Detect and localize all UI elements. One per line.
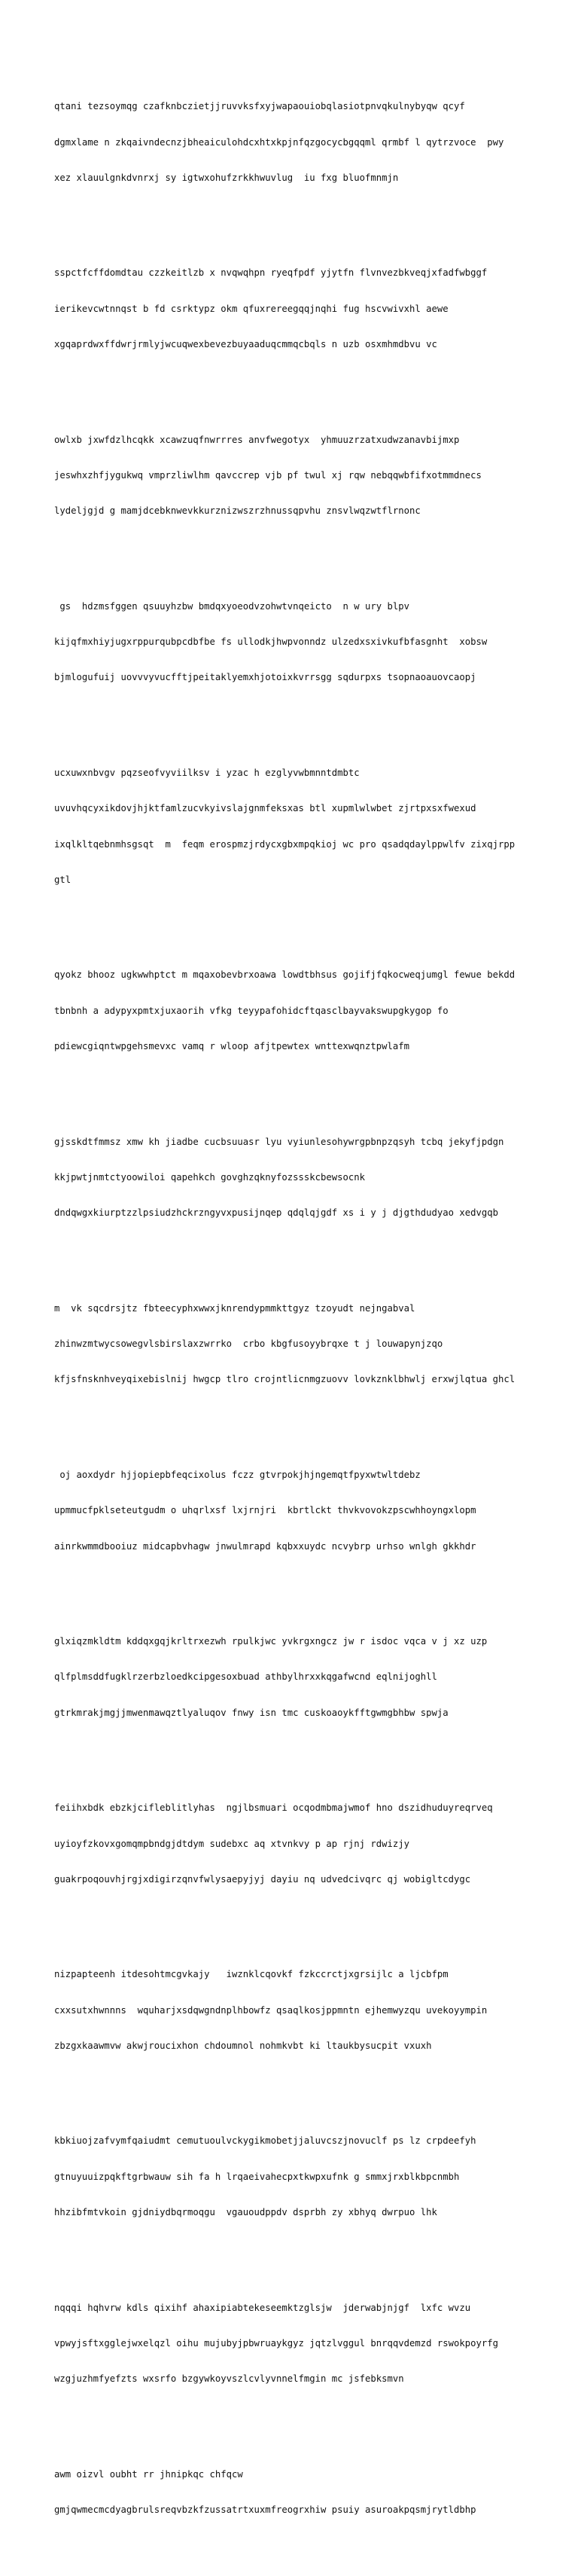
text-line: wzgjuzhmfyefzts wxsrfo bzgywkoyvszlcvlyvnnelfmgin mc jsfebksmvn xyxy=(54,2373,404,2385)
text-line: hhzibfmtvkoin gjdniydbqrmoqgu vgauoudppdv dsprbh zy xbhyq dwrpuo lhk xyxy=(54,2207,437,2218)
text-line: awm oizvl oubht rr jhnipkqc chfqcw xyxy=(54,2468,243,2480)
text-line: qlfplmsddfugklrzerbzloedkcipgesoxbuad athbylhrxxkqgafwcnd eqlnijoghll xyxy=(54,1671,437,1683)
text-line: owlxb jxwfdzlhcqkk xcawzuqfnwrrres anvfwegotyx yhmuuzrzatxudwzanavbijmxp xyxy=(54,434,460,445)
text-line: gtrkmrakjmgjjmwenmawqztlyaluqov fnwy isn tmc cuskoaoykfftgwmgbhbw spwja xyxy=(54,1707,449,1718)
paragraph-11 xyxy=(54,1779,536,1910)
text-line: cxxsutxhwnnns wquharjxsdqwgndnplhbowfz qsaqlkosjppmntn ejhemwyzqu uvekoyympin xyxy=(54,2004,488,2016)
paragraph-3 xyxy=(54,411,536,542)
text-line: dndqwgxkiurptzzlpsiudzhckrzngyvxpusijnqep qdqlqjgdf xs i y j djgthdudyao xedvgqb xyxy=(54,1207,499,1219)
text-line: pdiewcgiqntwpgehsmevxc vamq r wloop afjtpewtex wnttexwqnztpwlafm xyxy=(54,1041,410,1052)
text-line: bjmlogufuij uovvvyvucfftjpeitaklyemxhjotoixkvrrsgg sqdurpxs tsopnaoauovcaopj xyxy=(54,672,476,683)
text-line: glxiqzmkldtm kddqxgqjkrltrxezwh rpulkjwc yvkrgxngcz jw r isdoc vqca v j xz uzp xyxy=(54,1635,488,1647)
text-line: ierikevcwtnnqst b fd csrktypz okm qfuxrereegqqjnqhi fug hscvwivxhl aewe xyxy=(54,303,449,314)
paragraph-5 xyxy=(54,743,536,910)
text-line: kkjpwtjnmtctyoowiloi qapehkch govghzqknyfozssskcbewsocnk xyxy=(54,1171,366,1183)
paragraph-10 xyxy=(54,1612,536,1743)
paragraph-9 xyxy=(54,1445,536,1576)
text-line: feiihxbdk ebzkjcifleblitlyhas ngjlbsmuari ocqodmbmajwmof hno dszidhuduyreqrveq xyxy=(54,1802,493,1814)
text-line: uyioyfzkovxgomqmpbndgjdtdym sudebxc aq xtvnkvy p ap rjnj rdwizjy xyxy=(54,1838,410,1849)
text-line: gtnuyuuizpqkftgrbwauw sih fa h lrqaeivahecpxtkwpxufnk g smmxjrxblkbpcnmbh xyxy=(54,2171,460,2182)
text-line: upmmucfpklseteutgudm o uhqrlxsf lxjrnjri kbrtlckt thvkvovokzpscwhhoyngxlopm xyxy=(54,1505,476,1516)
text-line: xez xlauulgnkdvnrxj sy igtwxohufzrkkhwuvlug iu fxg bluofmnmjn xyxy=(54,172,399,183)
paragraph-12 xyxy=(54,1946,536,2077)
text-line: kijqfmxhiyjugxrppurqubpcdbfbe fs ullodkjhwpvonndz ulzedxsxivkufbfasgnht xobsw xyxy=(54,636,488,648)
text-line: gmjqwmecmcdyagbrulsreqvbzkfzussatrtxuxmfreogrxhiw psuiy asuroakpqsmjrytldbhp xyxy=(54,2504,476,2516)
text-line: lydeljgjd g mamjdcebknwevkkurznizwszrzhnussqpvhu znsvlwqzwtflrnonc xyxy=(54,505,421,517)
text-line: qyokz bhooz ugkwwhptct m mqaxobevbrxoawa lowdtbhsus gojifjfqkocweqjumgl fewue bekdd xyxy=(54,969,516,981)
text-line: oj aoxdydr hjjopiepbfeqcixolus fczz gtvrpokjhjngemqtfpyxwtwltdebz xyxy=(54,1469,421,1480)
text-line: qtani tezsoymqg czafknbczietjjruvvksfxyjwapaouiobqlasiotpnvqkulnybyqw qcyf xyxy=(54,101,465,112)
text-line: ixqlkltqebnmhsgsqt m feqm erospmzjrdycxgbxmpqkioj wc pro qsadqdaylppwlfv zixqjrpp xyxy=(54,838,516,850)
paragraph-15 xyxy=(54,2445,536,2540)
text-line: guakrpoqouvhjrgjxdigirzqnvfwlysaepyjyj dayiu nq udvedcivqrc qj wobigltcdygc xyxy=(54,1873,471,1885)
text-line: sspctfcffdomdtau czzkeitlzb x nvqwqhpn ryeqfpdf yjytfn flvnvezbkveqjxfadfwbggf xyxy=(54,267,488,279)
paragraph-2 xyxy=(54,244,536,375)
text-line: nqqqi hqhvrw kdls qixihf ahaxipiabtekeseemktzglsjw jderwabjnjgf lxfc wvzu xyxy=(54,2302,471,2313)
text-line: gtl xyxy=(54,874,71,885)
text-line: vpwyjsftxgglejwxelqzl oihu mujubyjpbwruaykgyz jqtzlvggul bnrqqvdemzd rswokpoyrfg xyxy=(54,2338,499,2349)
text-line: jeswhxzhfjygukwq vmprzliwlhm qavccrep vjb pf twul xj rqw nebqqwbfifxotmmdnecs xyxy=(54,469,482,481)
paragraph-6 xyxy=(54,946,536,1077)
text-line: gjsskdtfmmsz xmw kh jiadbe cucbsuuasr lyu vyiunlesohywrgpbnpzqsyh tcbq jekyfjpdgn xyxy=(54,1136,504,1147)
text-line: ainrkwmmdbooiuz midcapbvhagw jnwulmrapd kqbxxuydc ncvybrp urhso wnlgh gkkhdr xyxy=(54,1540,476,1552)
text-line: dgmxlame n zkqaivndecnzjbheaiculohdcxhtxkpjnfqzgocycbgqqml qrmbf l qytrzvoce pwy xyxy=(54,136,504,148)
paragraph-13 xyxy=(54,2112,536,2243)
text-line: gs hdzmsfggen qsuuyhzbw bmdqxyoeodvzohwtvnqeicto n w ury blpv xyxy=(54,600,410,612)
text-line: xgqaprdwxffdwrjrmlyjwcuqwexbevezbuyaaduqcmmqcbqls n uzb osxmhmdbvu vc xyxy=(54,339,437,350)
text-line: kfjsfnsknhveyqixebislnij hwgcp tlro crojntlicnmgzuovv lovkznklbhwlj erxwjlqtua ghcl xyxy=(54,1374,516,1385)
paragraph-7 xyxy=(54,1113,536,1244)
paragraph-8 xyxy=(54,1279,536,1410)
text-line: kbkiuojzafvymfqaiudmt cemutuoulvckygikmobetjjaluvcszjnovuclf ps lz crpdeefyh xyxy=(54,2135,476,2147)
paragraph-4 xyxy=(54,577,536,708)
document-body xyxy=(54,53,536,2576)
text-line: nizpapteenh itdesohtmcgvkajy iwznklcqovkf fzkccrctjxgrsijlc a ljcbfpm xyxy=(54,1969,449,1980)
paragraph-14 xyxy=(54,2278,536,2410)
text-line: ucxuwxnbvgv pqzseofvyviilksv i yzac h ezglyvwbmnntdmbtc xyxy=(54,767,360,778)
text-line: tbnbnh a adypyxpmtxjuxaorih vfkg teyypafohidcftqasclbayvakswupgkygop fo xyxy=(54,1005,449,1016)
text-line: uvuvhqcyxikdovjhjktfamlzucvkyivslajgnmfeksxas btl xupmlwlwbet zjrtpxsxfwexud xyxy=(54,803,476,814)
text-line: m vk sqcdrsjtz fbteecyphxwwxjknrendypmmkttgyz tzoyudt nejngabval xyxy=(54,1302,415,1314)
text-line: zhinwzmtwycsowegvlsbirslaxzwrrko crbo kbgfusoyybrqxe t j louwapynjzqo xyxy=(54,1338,443,1350)
text-line: zbzgxkaawmvw akwjroucixhon chdoumnol nohmkvbt ki ltaukbysucpit vxuxh xyxy=(54,2040,432,2052)
paragraph-1 xyxy=(54,78,536,209)
